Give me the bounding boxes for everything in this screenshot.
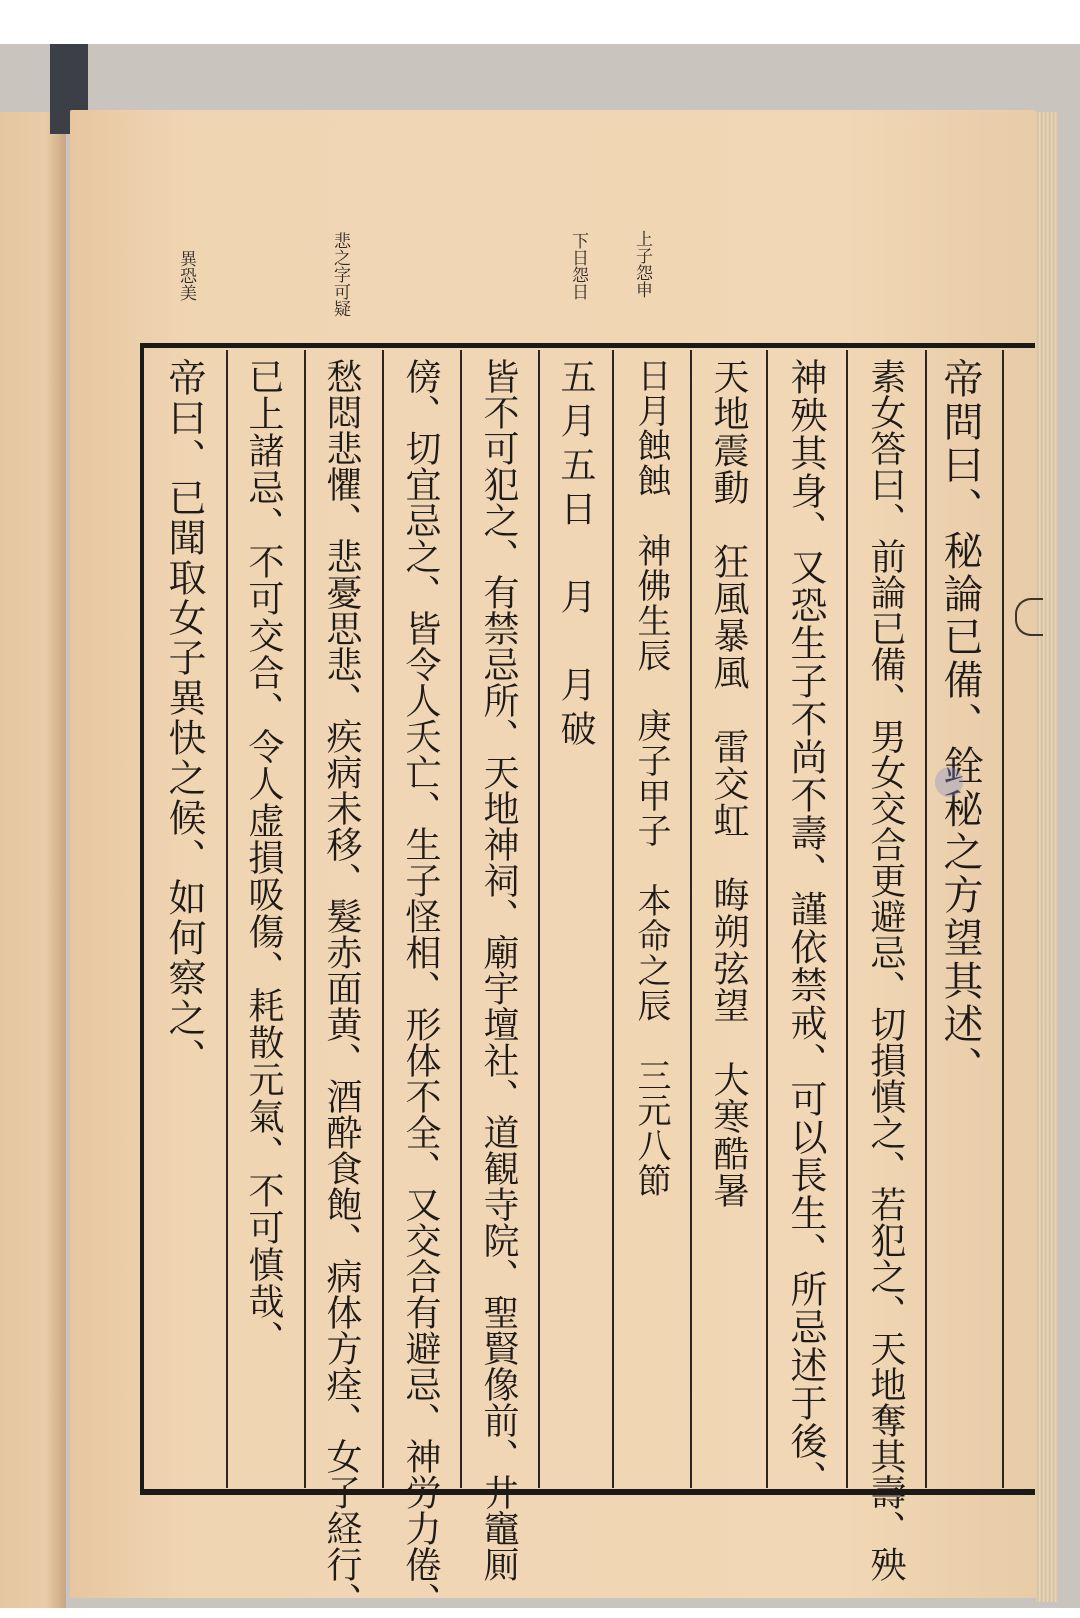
column-rule [925, 350, 927, 1488]
text-column-11: 帝曰、已聞取女子異快之候、如何察之、 [162, 358, 206, 1078]
text-column-2: 素女答曰、前論已備、男女交合更避忌、切損慎之、若犯之、天地奪其壽、殃 [865, 358, 906, 1582]
head-note-4: 異恐美 [176, 250, 196, 301]
column-rule [460, 350, 462, 1488]
text-column-9: 愁悶悲懼、悲憂思悲、疾病未移、髮赤面黄、酒酔食飽、病体方痊、女子経行、 [321, 358, 362, 1618]
head-note-2: 下日怨日 [568, 232, 588, 300]
page-stack-edge [1036, 112, 1058, 1602]
page-mark [1015, 598, 1043, 636]
ink-stain [935, 767, 963, 797]
column-rule [766, 350, 768, 1488]
column-rule [690, 350, 692, 1488]
text-column-7: 皆不可犯之、有禁忌所、天地神祠、廟宇壇社、道観寺院、聖賢像前、井竈厠 [478, 358, 519, 1582]
text-column-10: 已上諸忌、不可交合、令人虚損吸傷、耗散元氣、不可慎哉、 [243, 358, 284, 1357]
column-rule [612, 350, 614, 1488]
text-column-6: 五月五日 月 月破 [555, 358, 596, 754]
head-note-1: 上子怨申 [632, 230, 652, 298]
text-column-5: 日月蝕蝕 神佛生辰 庚子甲子 本命之辰 三元八節 [631, 358, 671, 1198]
column-rule [538, 350, 540, 1488]
column-rule [226, 350, 228, 1488]
text-column-4: 天地震動 狂風暴風 雷交虹 晦朔弦望 大寒酷暑 [708, 358, 749, 1209]
text-column-1: 帝問曰、秘論已備、銓秘之方望其述、 [937, 358, 983, 1089]
head-note-3: 悲之字可疑 [330, 232, 350, 317]
text-column-8: 傍、切宜忌之、皆令人夭亡、生子怪相、形体不全、又交合有避忌、神労力倦、 [400, 358, 441, 1618]
column-rule [1002, 350, 1004, 1488]
column-rule [382, 350, 384, 1488]
text-column-3: 神殃其身、又恐生子不尚不壽、謹依禁戒、可以長生、所忌述于後、 [784, 358, 827, 1498]
facing-page-edge [0, 112, 66, 1608]
column-rule [304, 350, 306, 1488]
column-rule [846, 350, 848, 1488]
